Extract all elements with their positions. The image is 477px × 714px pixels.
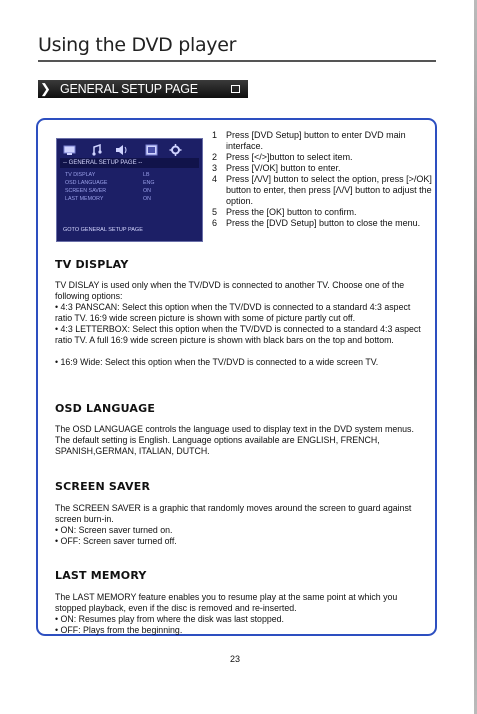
- audio-setup-icon: [91, 144, 104, 156]
- osd-language-heading: OSD LANGUAGE: [55, 402, 156, 415]
- osd-language-body: The OSD LANGUAGE controls the language used to display text in the DVD system menus. The default setting is English. Language options available are ENGLISH, FRENCH, SPANISH,GERMAN, ITALIAN, DUTCH.: [55, 424, 414, 456]
- video-setup-icon: [145, 144, 158, 156]
- page-number: 23: [230, 654, 241, 664]
- osd-header: -- GENERAL SETUP PAGE --: [60, 158, 199, 168]
- arrow-right-icon: ❯: [40, 81, 51, 96]
- setup-menu-screenshot: [56, 138, 203, 242]
- osd-row-label: OSD LANGUAGE: [65, 180, 108, 186]
- osd-row-label: LAST MEMORY: [65, 196, 104, 202]
- screen-saver-option: • OFF: Screen saver turned off.: [55, 536, 177, 546]
- last-memory-option: • OFF: Plays from the beginning.: [55, 625, 183, 635]
- osd-row-value: LB: [143, 172, 150, 178]
- tv-display-option: • 16:9 Wide: Select this option when the TV/DVD is connected to a wide screen TV.: [55, 357, 379, 367]
- osd-row-label: TV DISPLAY: [65, 172, 96, 178]
- page-title: Using the DVD player: [38, 34, 237, 56]
- screen-saver-heading: SCREEN SAVER: [55, 480, 151, 493]
- section-banner-label: GENERAL SETUP PAGE: [60, 82, 198, 96]
- osd-footer: GOTO GENERAL SETUP PAGE: [63, 227, 143, 233]
- osd-icon-bar: [63, 144, 197, 158]
- osd-row-value: ON: [143, 188, 151, 194]
- screen-saver-option: • ON: Screen saver turned on.: [55, 525, 173, 535]
- step-item: 5 Press the [OK] button to confirm.: [212, 207, 357, 217]
- osd-row-value: ON: [143, 196, 151, 202]
- step-item: 3 Press [V/OK] button to enter.: [212, 163, 341, 173]
- step-item: 6 Press the [DVD Setup] button to close the menu.: [212, 218, 421, 228]
- speaker-setup-icon: [115, 144, 128, 156]
- osd-row-label: SCREEN SAVER: [65, 188, 107, 194]
- step-item: 2 Press [</>]button to select item.: [212, 152, 353, 162]
- general-setup-icon: [63, 144, 76, 156]
- osd-row-value: ENG: [143, 180, 155, 186]
- tv-display-heading: TV DISPLAY: [55, 258, 129, 271]
- title-rule: [38, 60, 436, 62]
- tv-display-intro: TV DISLAY is used only when the TV/DVD is connected to another TV. Choose one of the following options:: [55, 280, 405, 301]
- tv-display-option: • 4:3 PANSCAN: Select this option when the TV/DVD is connected to a standard 4:3 aspect ratio TV. 16:9 wide screen picture is shown with some of picture partly cut off.: [55, 302, 411, 323]
- step-item: 1 Press [DVD Setup] button to enter DVD main interface.: [212, 130, 406, 151]
- section-banner: [38, 80, 248, 98]
- last-memory-heading: LAST MEMORY: [55, 569, 147, 582]
- setup-steps-list: [212, 130, 436, 229]
- tv-display-option: • 4:3 LETTERBOX: Select this option when the TV/DVD is connected to a standard 4:3 aspect ratio TV. A full 16:9 wide screen picture is shown with black bars on the top and bottom.: [55, 324, 421, 345]
- last-memory-option: • ON: Resumes play from where the disk was last stopped.: [55, 614, 284, 624]
- window-icon: [231, 85, 240, 93]
- step-item: 4 Press [Λ/V] button to select the option, press [>/OK] button to enter, then press [Λ/V] button to adjust the option.: [212, 174, 432, 206]
- preference-setup-icon: [169, 144, 182, 156]
- last-memory-body: The LAST MEMORY feature enables you to resume play at the same point at which you stopped playback, even if the disc is removed and re-inserted.: [55, 592, 398, 613]
- screen-saver-body: The SCREEN SAVER is a graphic that randomly moves around the screen to guard against screen burn-in.: [55, 503, 412, 524]
